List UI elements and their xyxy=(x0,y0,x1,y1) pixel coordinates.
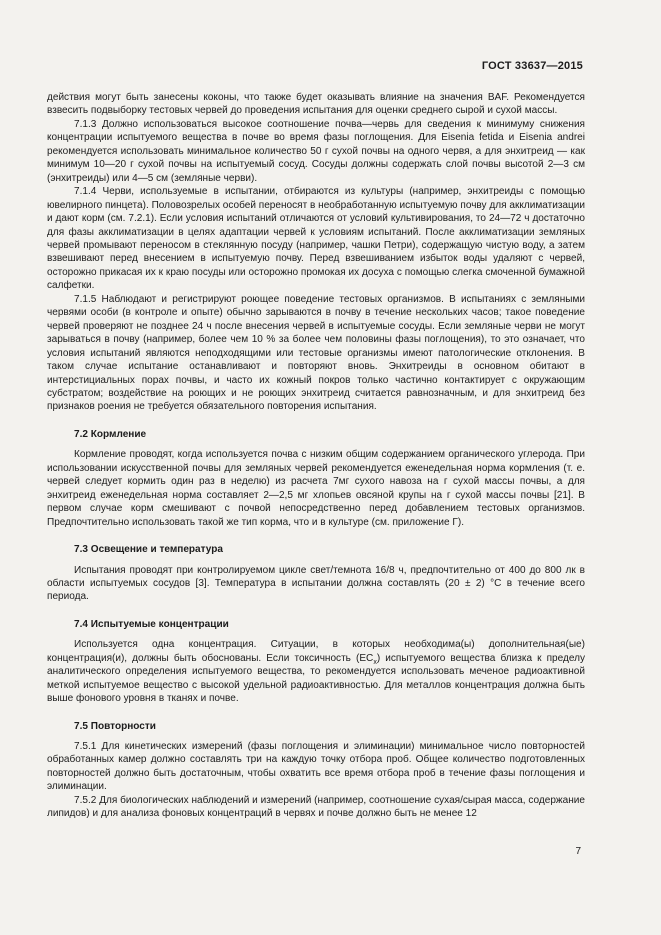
paragraph-7-2: Кормление проводят, когда используется почва с низким общим содержанием органического углерода. При использовании искусственной почвы для земляных червей рекомендуется еженедельная норма кормления (т. е. червей следует кормить один раз в неделю) из расчета 7мг сухого навоза на г сухой массы почвы, а для энхитреид еженедельная норма составляет 2—2,5 мг хлопьев овсяной крупы на г сухой массы почвы [21]. В первом случае корм смешивают с почвой непосредственно перед добавлением тестовых организмов. Предпочтительно использовать такой же тип корма, что и в культуре (см. приложение Г). xyxy=(47,449,585,528)
page-body xyxy=(47,91,585,821)
paragraph-7-4-part-2: ) испытуемого вещества близка к пределу аналитического определения испытуемого вещества, то рекомендуется использовать меченое радиоактивной меткой испытуемое вещество с высокой удельной радиоактивностью. Для металлов концентрация должна быть выше фонового уровня в тканях и почве. xyxy=(47,652,585,705)
paragraph-7-4-part-1: Используется одна концентрация. Ситуации, в которых необходима(ы) дополнительная(ые) концентрация(и), должны быть обоснованы. Если токсичность (EC xyxy=(47,639,585,664)
paragraph-7-4 xyxy=(47,638,585,705)
page-number: 7 xyxy=(575,846,581,857)
paragraph-7-5-2: 7.5.2 Для биологических наблюдений и измерений (например, соотношение сухая/сырая масса, содержание липидов) и для анализа фоновых концентраций в червях и почве должно быть не менее 12 xyxy=(47,794,585,820)
paragraph-7-5-1: 7.5.1 Для кинетических измерений (фазы поглощения и элиминации) минимальное число повторностей обработанных камер должно составлять три на каждую точку отбора проб. Общее количество подготовленных повторностей должно быть достаточным, чтобы охватить все время отбора проб в течение фазы поглощения и элиминации. xyxy=(47,741,585,793)
paragraph-7-3: Испытания проводят при контролируемом цикле свет/темнота 16/8 ч, предпочтительно от 400 до 800 лк в области испытуемых сосудов [3]. Температура в испытании должна составлять (20 ± 2) °C в течение всего периода. xyxy=(47,564,585,603)
paragraph-7-1-5: 7.1.5 Наблюдают и регистрируют роющее поведение тестовых организмов. В испытаниях с земляными червями особи (в контроле и опыте) обычно зарываются в почву в течение нескольких часов; такое поведение червей проверяют не позднее 24 ч после внесения червей в испытуемые сосуды. Если земляные черви не могут зарываться в почву (например, более чем 10 % за более чем половины фазы поглощения), то это означает, что условия испытаний являются неподходящими или тестовые организмы имеют патологические отклонения. В таком случае испытание останавливают и повторяют вновь. Энхитреиды в основном обитают в интерстициальных порах почвы, и часто их кожный покров только частично контактирует с окружающим субстратом; воздействие на роющих и не роющих энхитреид считается равнозначным, и для энхитреид без признаков роения не требуется обязательного повторения испытания. xyxy=(47,293,585,413)
paragraph-continuation: действия могут быть занесены коконы, что также будет оказывать влияние на значения BAF. Рекомендуется взвесить подвыборку тестовых червей до проведения испытания для оценки среднего сырой и сухой массы. xyxy=(47,92,585,117)
paragraph-7-1-4: 7.1.4 Черви, используемые в испытании, отбираются из культуры (например, энхитреиды с помощью ювелирного пинцета). Половозрелых особей переносят в необработанную испытуемую почву для акклиматизации и дают корм (см. 7.2.1). Если условия испытаний отличаются от условий культивирования, то 24—72 ч достаточно для фазы акклиматизации в целях адаптации червей к условиям испытаний. После акклиматизации земляных червей промывают переносом в стеклянную посуду (например, чашки Петри), содержащую чистую воду, а затем взвешивают перед внесением в испытуемую почву. Перед взвешиванием избыток воды удаляют с червей, осторожно прикасая их к краю посуды или осторожно промокая их досуха с помощью слегка смоченной бумажной салфетки. xyxy=(47,186,585,292)
section-heading-7-3: 7.3 Освещение и температура xyxy=(74,544,223,556)
section-heading-7-2: 7.2 Кормление xyxy=(74,428,147,440)
document-number: ГОСТ 33637—2015 xyxy=(481,60,583,72)
paragraph-7-1-3: 7.1.3 Должно использоваться высокое соотношение почва—червь для сведения к минимуму снижения концентрации испытуемого вещества в почве во время фазы поглощения. Для Eisenia fetida и Eisenia andrei рекомендуется использовать минимальное количество 50 г сухой почвы на одного червя, а для энхитреид — как минимум 10—20 г сухой почвы на испытуемый сосуд. Сосуды должны содержать слой почвы высотой 2—3 см (энхитреиды) или 4—5 см (земляные черви). xyxy=(47,118,585,184)
subscript-x: x xyxy=(373,658,377,666)
section-heading-7-4: 7.4 Испытуемые концентрации xyxy=(74,618,229,630)
section-heading-7-5: 7.5 Повторности xyxy=(74,720,156,732)
